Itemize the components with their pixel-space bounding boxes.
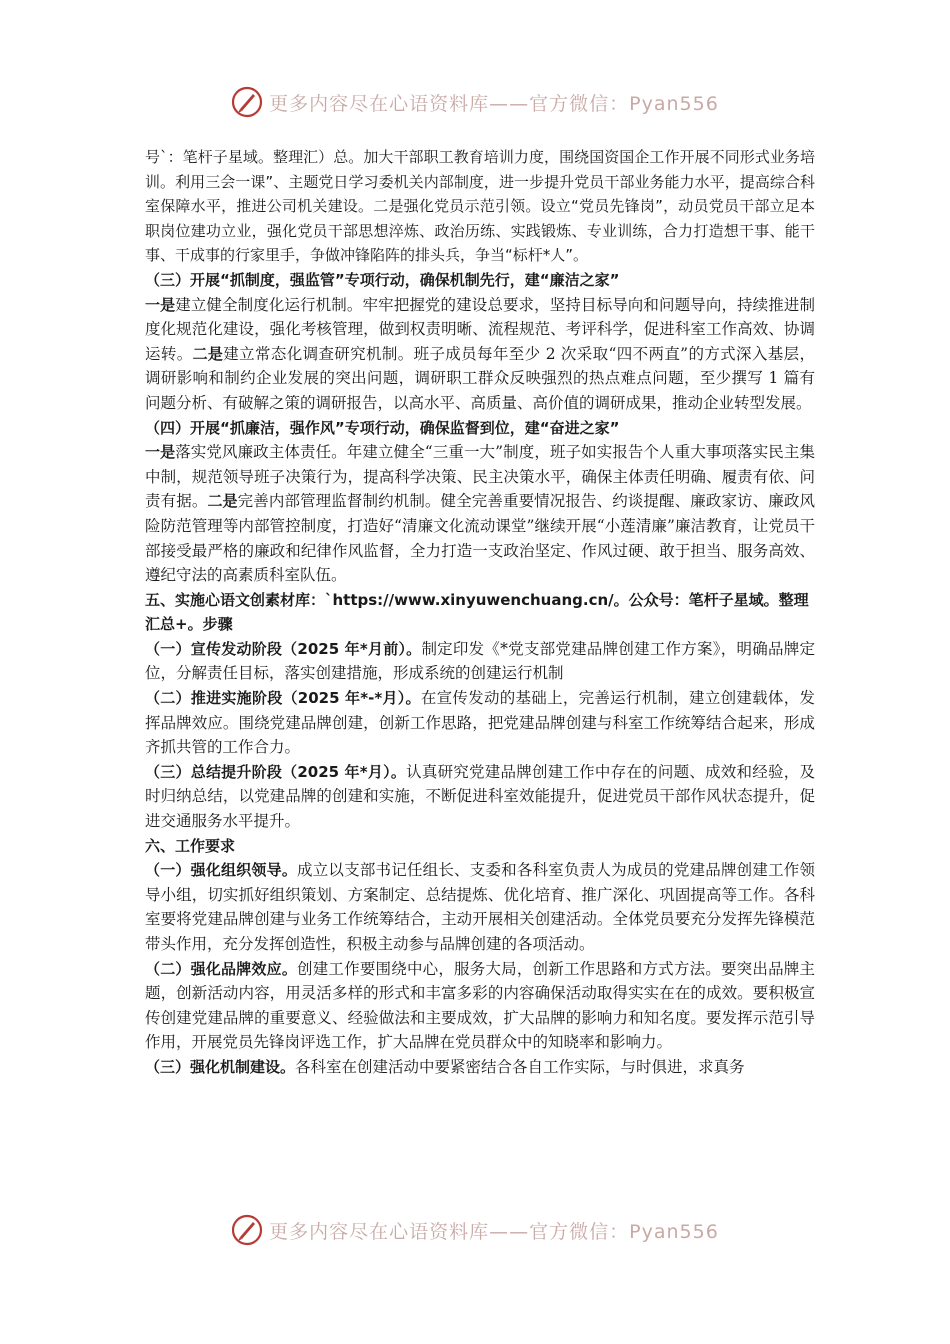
- paragraph-system-building: [145, 293, 815, 416]
- paragraph-requirement-2: [145, 957, 815, 1055]
- header-watermark-banner: [0, 82, 950, 122]
- document-body: [145, 145, 815, 1080]
- stage-1-lead: （一）宣传发动阶段（2025 年*月前）。: [145, 639, 422, 658]
- paragraph-stage-1: [145, 637, 815, 686]
- stage-2-text: 在宣传发动的基础上，完善运行机制，建立创建载体，发挥品牌效应。围绕党建品牌创建，创新工作思路，把党建品牌创建与科室工作统筹结合起来，形成齐抓共管的工作合力。: [145, 689, 815, 757]
- stage-1-text: 制定印发《*党支部党建品牌创建工作方案》，明确品牌定位，分解责任目标，落实创建措施，形成系统的创建运行机制: [145, 639, 815, 683]
- stage-2-lead: （二）推进实施阶段（2025 年*-*月）。: [145, 689, 421, 708]
- requirement-2-text: 创建工作要围绕中心，服务大局，创新工作思路和方式方法。要突出品牌主题，创新活动内容，用灵活多样的形式和丰富多彩的内容确保活动取得实实在在的成效。要积极宣传创建党建品牌的重要意义、经验做法和主要成效，扩大品牌的影响力和知名度。要发挥示范引导作用，开展党员先锋岗评选工作，扩大品牌在党员群众中的知晓率和影响力。: [145, 959, 815, 1052]
- requirement-1-lead: （一）强化组织领导。: [145, 861, 298, 880]
- watermark-text: 更多内容尽在心语资料库——官方微信：Pyan556: [269, 92, 719, 115]
- requirement-3-text: 各科室在创建活动中要紧密结合各自工作实际，与时俱进，求真务: [295, 1057, 745, 1076]
- quill-pen-seal-icon: [231, 86, 263, 118]
- text-second: 建立常态化调查研究机制。班子成员每年至少 2 次采取“四不两直”的方式深入基层，调研影响和制约企业发展的突出问题，调研职工群众反映强烈的热点难点问题，至少撰写 1 篇有问题分析、有破解之策的调研报告，以高水平、高质量、高价值的调研成果，推动企业转型发展。: [145, 344, 815, 412]
- section-heading-5: 五、实施心语文创素材库：`https://www.xinyuwenchuang.cn/。公众号：笔杆子星域。整理汇总+。步骤: [145, 590, 809, 634]
- paragraph-party-education: 号`：笔杆子星域。整理汇）总。加大干部职工教育培训力度，围绕国资国企工作开展不同形式业务培训。利用三会一课”、主题党日学习委机关内部制度，进一步提升党员干部业务能力水平，提高综合科室保障水平，推进公司机关建设。二是强化党员示范引领。设立“党员先锋岗”，动员党员干部立足本职岗位建功立业，强化党员干部思想淬炼、政治历练、实践锻炼、专业训练，合力打造想干事、能干事、干成事的行家里手，争做冲锋陷阵的排头兵，争当“标杆*人”。: [145, 148, 815, 265]
- text-first: 建立健全制度化运行机制。牢牢把握党的建设总要求，坚持目标导向和问题导向，持续推进制度化规范化建设，强化考核管理，做到权责明晰、流程规范、考评科学，促进科室工作高效、协调运转。: [145, 295, 815, 363]
- paragraph-requirement-1: [145, 858, 815, 956]
- lead-first: 一是: [145, 295, 176, 314]
- section-heading-6: 六、工作要求: [145, 836, 236, 855]
- lead-first: 一是: [145, 443, 176, 462]
- paragraph-stage-2: [145, 686, 815, 760]
- lead-second: 二是: [192, 344, 224, 363]
- lead-second: 二是: [207, 492, 238, 511]
- text-second: 完善内部管理监督制约机制。健全完善重要情况报告、约谈提醒、廉政家访、廉政风险防范管理等内部管控制度，打造好“清廉文化流动课堂”继续开展“小莲清廉”廉洁教育，让党员干部接受最严格的廉政和纪律作风监督，全力打造一支政治坚定、作风过硬、敢于担当、服务高效、遵纪守法的高素质科室队伍。: [145, 492, 815, 585]
- stage-3-text: 认真研究党建品牌创建工作中存在的问题、成效和经验，及时归纳总结，以党建品牌的创建和实施，不断促进科室效能提升，促进党员干部作风状态提升，促进交通服务水平提升。: [145, 762, 815, 831]
- section-heading-4: （四）开展“抓廉洁，强作风”专项行动，确保监督到位，建“奋进之家”: [145, 418, 620, 437]
- paragraph-integrity: [145, 440, 815, 588]
- requirement-2-lead: （二）强化品牌效应。: [145, 959, 298, 978]
- text-first: 落实党风廉政主体责任。年建立健全“三重一大”制度，班子如实报告个人重大事项落实民主集中制，规范领导班子决策行为，提高科学决策、民主决策水平，确保主体责任明确、履责有依、问责有据。: [145, 443, 815, 511]
- section-heading-3: （三）开展“抓制度，强监管”专项行动，确保机制先行，建“廉洁之家”: [145, 270, 620, 289]
- footer-watermark-banner: [0, 1210, 950, 1250]
- paragraph-stage-3: [145, 760, 815, 834]
- requirement-1-text: 成立以支部书记任组长、支委和各科室负责人为成员的党建品牌创建工作领导小组，切实抓好组织策划、方案制定、总结提炼、优化培育、推广深化、巩固提高等工作。各科室要将党建品牌创建与业务工作统筹结合，主动开展相关创建活动。全体党员要充分发挥先锋模范带头作用，充分发挥创造性，积极主动参与品牌创建的各项活动。: [145, 861, 815, 953]
- paragraph-requirement-3: [145, 1055, 815, 1080]
- requirement-3-lead: （三）强化机制建设。: [145, 1057, 296, 1076]
- quill-pen-seal-icon: [231, 1214, 263, 1246]
- stage-3-lead: （三）总结提升阶段（2025 年*月）。: [145, 762, 407, 781]
- watermark-text: 更多内容尽在心语资料库——官方微信：Pyan556: [269, 1220, 719, 1243]
